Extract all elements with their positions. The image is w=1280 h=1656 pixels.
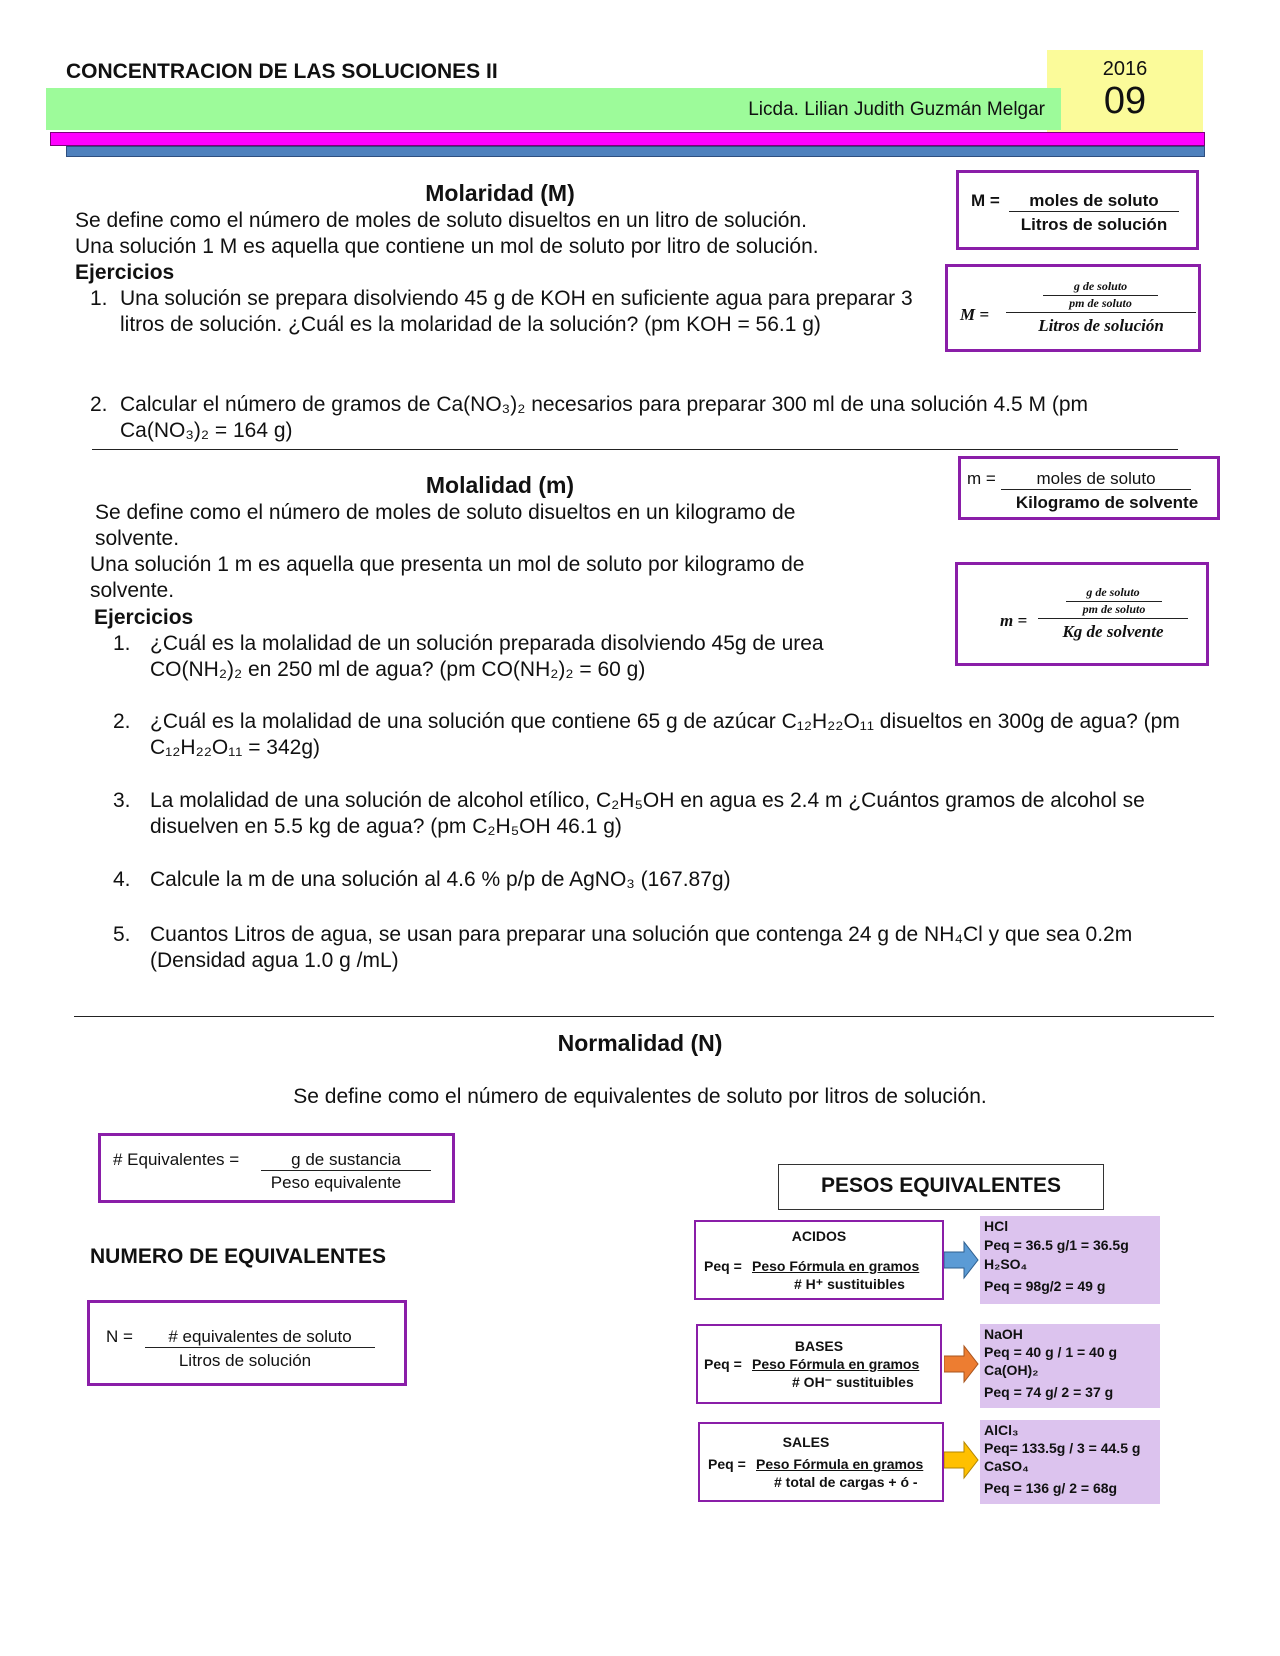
example-2: Peq = 40 g / 1 = 40 g (984, 1344, 1118, 1360)
molalidad-definition-2 (90, 552, 890, 604)
formula-numerator: # equivalentes de soluto (145, 1327, 375, 1348)
sales-examples (980, 1420, 1160, 1504)
arrow-shape (944, 1242, 978, 1278)
exercise-number: 3. (113, 789, 131, 812)
exercise-text: ¿Cuál es la molalidad de una solución que contiene 65 g de azúcar C₁₂H₂₂O₁₁ disueltos en 300g de agua? (pm C₁₂H₂₂O₁₁ = 342g) (150, 710, 1180, 759)
formula-denominator: Kg de solvente (1062, 622, 1164, 641)
normalidad-heading: Normalidad (N) (557, 1030, 723, 1056)
acidos-arrow (944, 1240, 980, 1280)
exercise-text: Calcular el número de gramos de Ca(NO₃)₂ necesarios para preparar 300 ml de una solución 4.5 M (pm Ca(NO₃)₂ = 164 g) (120, 393, 1088, 442)
numero-equivalentes-heading: NUMERO DE EQUIVALENTES (90, 1245, 386, 1268)
section-divider (74, 1016, 1214, 1017)
molalidad-exercise-5 (113, 922, 1203, 974)
example-2: Peq= 133.5g / 3 = 44.5 g (984, 1440, 1141, 1456)
molaridad-exercise-2 (90, 392, 1180, 444)
exercise-text: Calcule la m de una solución al 4.6 % p/p de AgNO₃ (167.87g) (150, 868, 731, 891)
exercise-text: Cuantos Litros de agua, se usan para preparar una solución que contenga 24 g de NH₄Cl y que sea 0.2m (Densidad agua 1.0 g /mL) (150, 923, 1133, 972)
molalidad-exercise-2 (113, 709, 1193, 761)
header-year: 2016 (1102, 58, 1148, 80)
formula-num-bottom: pm de soluto (1066, 601, 1162, 617)
formula-denominator: Kilogramo de solvente (1015, 493, 1199, 512)
sales-arrow (944, 1440, 980, 1480)
formula-numerator: Peso Fórmula en gramos (752, 1258, 920, 1274)
molalidad-exercise-1 (113, 631, 913, 683)
molalidad-formula-box (958, 456, 1220, 520)
formula-num-top: g de soluto (1086, 585, 1140, 599)
example-4: Peq = 136 g/ 2 = 68g (984, 1480, 1118, 1496)
molaridad-formula-box-2 (945, 264, 1201, 352)
formula-denominator: Litros de solución (178, 1351, 312, 1370)
molalidad-definition-2-text: Una solución 1 m es aquella que presenta un mol de soluto por kilogramo de solvente. (90, 553, 805, 602)
formula-denominator: # total de cargas + ó - (774, 1474, 918, 1490)
group-name: SALES (782, 1434, 830, 1450)
arrow-shape (944, 1346, 978, 1382)
formula-num-top: g de soluto (1073, 279, 1128, 293)
pesos-equivalentes-title: PESOS EQUIVALENTES (778, 1164, 1104, 1210)
molalidad-definition-1-text: Se define como el número de moles de soluto disueltos en un kilogramo de solvente. (95, 501, 796, 550)
example-1: HCl (984, 1218, 1009, 1234)
exercise-number: 4. (113, 868, 131, 891)
formula-numerator: Peso Fórmula en gramos (752, 1356, 920, 1372)
molalidad-heading: Molalidad (m) (425, 472, 575, 498)
bases-arrow (944, 1344, 980, 1384)
normalidad-definition: Se define como el número de equivalentes de soluto por litros de solución. (293, 1085, 987, 1108)
formula-lhs: Peq = (708, 1456, 746, 1472)
molaridad-definition-2: Una solución 1 M es aquella que contiene un mol de soluto por litro de solución. (75, 235, 819, 258)
example-4: Peq = 74 g/ 2 = 37 g (984, 1384, 1114, 1400)
formula-numerator: moles de soluto (1001, 469, 1191, 490)
molalidad-formula-box-2 (955, 562, 1209, 666)
formula-denominator: Peso equivalente (270, 1173, 402, 1192)
formula-denominator: # H⁺ sustituibles (794, 1276, 905, 1292)
header-blue-divider (66, 146, 1205, 157)
example-1: NaOH (984, 1326, 1023, 1342)
formula-numerator: g de sustancia (261, 1150, 431, 1171)
example-4: Peq = 98g/2 = 49 g (984, 1278, 1106, 1294)
molalidad-exercise-3 (113, 788, 1193, 840)
exercise-text: ¿Cuál es la molalidad de un solución preparada disolviendo 45g de urea CO(NH₂)₂ en 250 ml de agua? (pm CO(NH₂)₂ = 60 g) (150, 632, 824, 681)
author-name: Licda. Lilian Judith Guzmán Melgar (748, 99, 1045, 120)
formula-denominator: # OH⁻ sustituibles (792, 1374, 914, 1390)
molaridad-heading: Molaridad (M) (425, 180, 575, 206)
formula-lhs: N = (106, 1327, 133, 1346)
formula-fraction-bar (1006, 312, 1196, 313)
group-name: ACIDOS (791, 1228, 847, 1244)
example-1: AlCl₃ (984, 1422, 1019, 1438)
molalidad-definition-1 (95, 500, 885, 552)
formula-lhs: M = (971, 191, 1000, 210)
example-3: CaSO₄ (984, 1458, 1029, 1474)
formula-denominator: Litros de solución (1038, 316, 1164, 335)
bases-examples (980, 1324, 1160, 1408)
section-divider (92, 449, 1178, 450)
group-name: BASES (794, 1338, 844, 1354)
molalidad-exercise-4 (113, 867, 1193, 893)
formula-lhs: # Equivalentes = (113, 1150, 240, 1169)
molaridad-definition-1: Se define como el número de moles de soluto disueltos en un litro de solución. (75, 209, 807, 232)
equivalentes-formula-box (98, 1133, 455, 1203)
exercise-text: La molalidad de una solución de alcohol etílico, C₂H₅OH en agua es 2.4 m ¿Cuántos gramos de alcohol se disuelven en 5.5 kg de agua? (pm C₂H₅OH 46.1 g) (150, 789, 1145, 838)
header-number: 09 (1103, 80, 1147, 122)
molaridad-exercise-1 (90, 286, 930, 338)
molaridad-formula-box (956, 170, 1199, 250)
formula-lhs: M = (960, 305, 990, 324)
example-3: H₂SO₄ (984, 1256, 1028, 1272)
molaridad-ejercicios-label: Ejercicios (75, 261, 175, 284)
document-title: CONCENTRACION DE LAS SOLUCIONES II (66, 60, 498, 83)
acidos-box (694, 1220, 944, 1300)
formula-denominator: Litros de solución (1020, 215, 1168, 234)
formula-lhs: m = (967, 469, 996, 488)
acidos-examples (980, 1216, 1160, 1304)
exercise-number: 1. (113, 632, 131, 655)
formula-numerator: Peso Fórmula en gramos (756, 1456, 924, 1472)
formula-fraction-bar (1038, 618, 1188, 619)
exercise-number: 5. (113, 923, 131, 946)
formula-num-bottom: pm de soluto (1043, 295, 1158, 311)
formula-lhs: m = (1000, 611, 1028, 630)
normalidad-formula-box (87, 1300, 407, 1386)
formula-numerator: moles de soluto (1009, 191, 1179, 212)
formula-lhs: Peq = (704, 1258, 742, 1274)
exercise-number: 1. (90, 287, 108, 310)
bases-box (696, 1324, 942, 1404)
arrow-shape (944, 1442, 978, 1478)
sales-box (698, 1422, 944, 1502)
exercise-number: 2. (113, 710, 131, 733)
molalidad-ejercicios-label: Ejercicios (94, 606, 194, 629)
formula-lhs: Peq = (704, 1356, 742, 1372)
exercise-number: 2. (90, 393, 108, 416)
exercise-text: Una solución se prepara disolviendo 45 g de KOH en suficiente agua para preparar 3 litros de solución. ¿Cuál es la molaridad de la solución? (pm KOH = 56.1 g) (120, 287, 913, 336)
example-3: Ca(OH)₂ (984, 1362, 1039, 1378)
example-2: Peq = 36.5 g/1 = 36.5g (984, 1237, 1129, 1253)
header-magenta-divider (50, 132, 1205, 146)
